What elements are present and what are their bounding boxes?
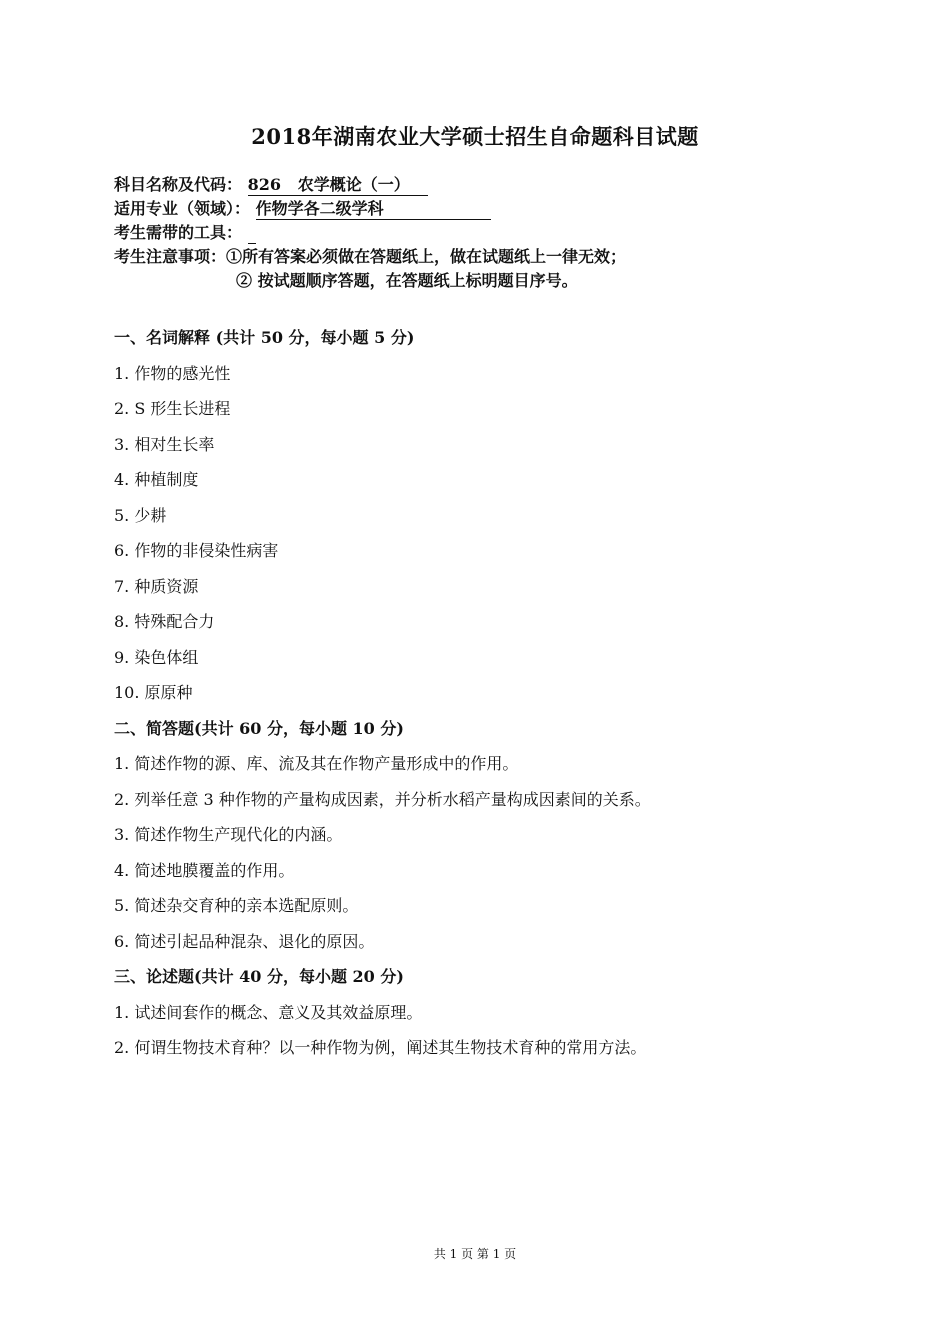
- major-field: [256, 199, 491, 220]
- tools-label: 考生需带的工具：: [114, 223, 243, 242]
- question-item: 7. 种质资源: [114, 576, 199, 596]
- tools-line: [114, 221, 874, 245]
- question-item: 2. 何谓生物技术育种？以一种作物为例，阐述其生物技术育种的常用方法。: [114, 1038, 647, 1057]
- question-item: 8. 特殊配合力: [114, 612, 215, 631]
- question-item: 4. 种植制度: [114, 470, 199, 489]
- section-heading: 二、简答题(共计 60 分，每小题 10 分): [114, 718, 404, 738]
- question-item: 1. 作物的感光性: [114, 363, 231, 383]
- subject-line: [114, 173, 874, 197]
- major-line: [114, 197, 874, 221]
- question-item: 3. 相对生长率: [114, 434, 215, 454]
- question-item: 1. 简述作物的源、库、流及其在作物产量形成中的作用。: [114, 754, 519, 773]
- major-value: 作物学各二级学科: [255, 199, 384, 218]
- question-item: 10. 原原种: [114, 683, 193, 702]
- notice-line-1: [114, 245, 874, 269]
- question-item: 1. 试述间套作的概念、意义及其效益原理。: [114, 1002, 423, 1022]
- question-item: 3. 简述作物生产现代化的内涵。: [114, 825, 343, 844]
- major-label: 适用专业（领域）：: [114, 199, 251, 218]
- question-item: 5. 少耕: [114, 505, 167, 525]
- exam-meta: [114, 173, 874, 293]
- question-item: 2. 列举任意 3 种作物的产量构成因素，并分析水稻产量构成因素间的关系。: [114, 789, 651, 809]
- tools-field: [248, 223, 256, 244]
- notice-item-1: ①所有答案必须做在答题纸上，做在试题纸上一律无效；: [226, 247, 627, 266]
- subject-value: 826 农学概论（一）: [247, 175, 410, 194]
- page-footer: 共 1 页 第 1 页: [433, 1247, 517, 1261]
- question-item: 6. 作物的非侵染性病害: [114, 541, 279, 560]
- notice-label: 考生注意事项：: [114, 247, 227, 266]
- question-list: [114, 320, 874, 1066]
- section-heading: 三、论述题(共计 40 分，每小题 20 分): [114, 967, 404, 986]
- question-item: 2. S 形生长进程: [114, 399, 231, 418]
- notice-line-2: [114, 269, 874, 293]
- subject-label: 科目名称及代码：: [114, 175, 243, 194]
- notice-item-2: ② 按试题顺序答题，在答题纸上标明题目序号。: [236, 271, 578, 290]
- question-item: 9. 染色体组: [114, 647, 199, 667]
- question-item: 4. 简述地膜覆盖的作用。: [114, 860, 295, 880]
- question-item: 5. 简述杂交育种的亲本选配原则。: [114, 896, 359, 915]
- subject-field: [248, 175, 428, 196]
- page-title: 2018年湖南农业大学硕士招生自命题科目试题: [251, 124, 699, 149]
- section-heading: 一、名词解释 (共计 50 分，每小题 5 分): [114, 328, 415, 347]
- question-item: 6. 简述引起品种混杂、退化的原因。: [114, 931, 375, 951]
